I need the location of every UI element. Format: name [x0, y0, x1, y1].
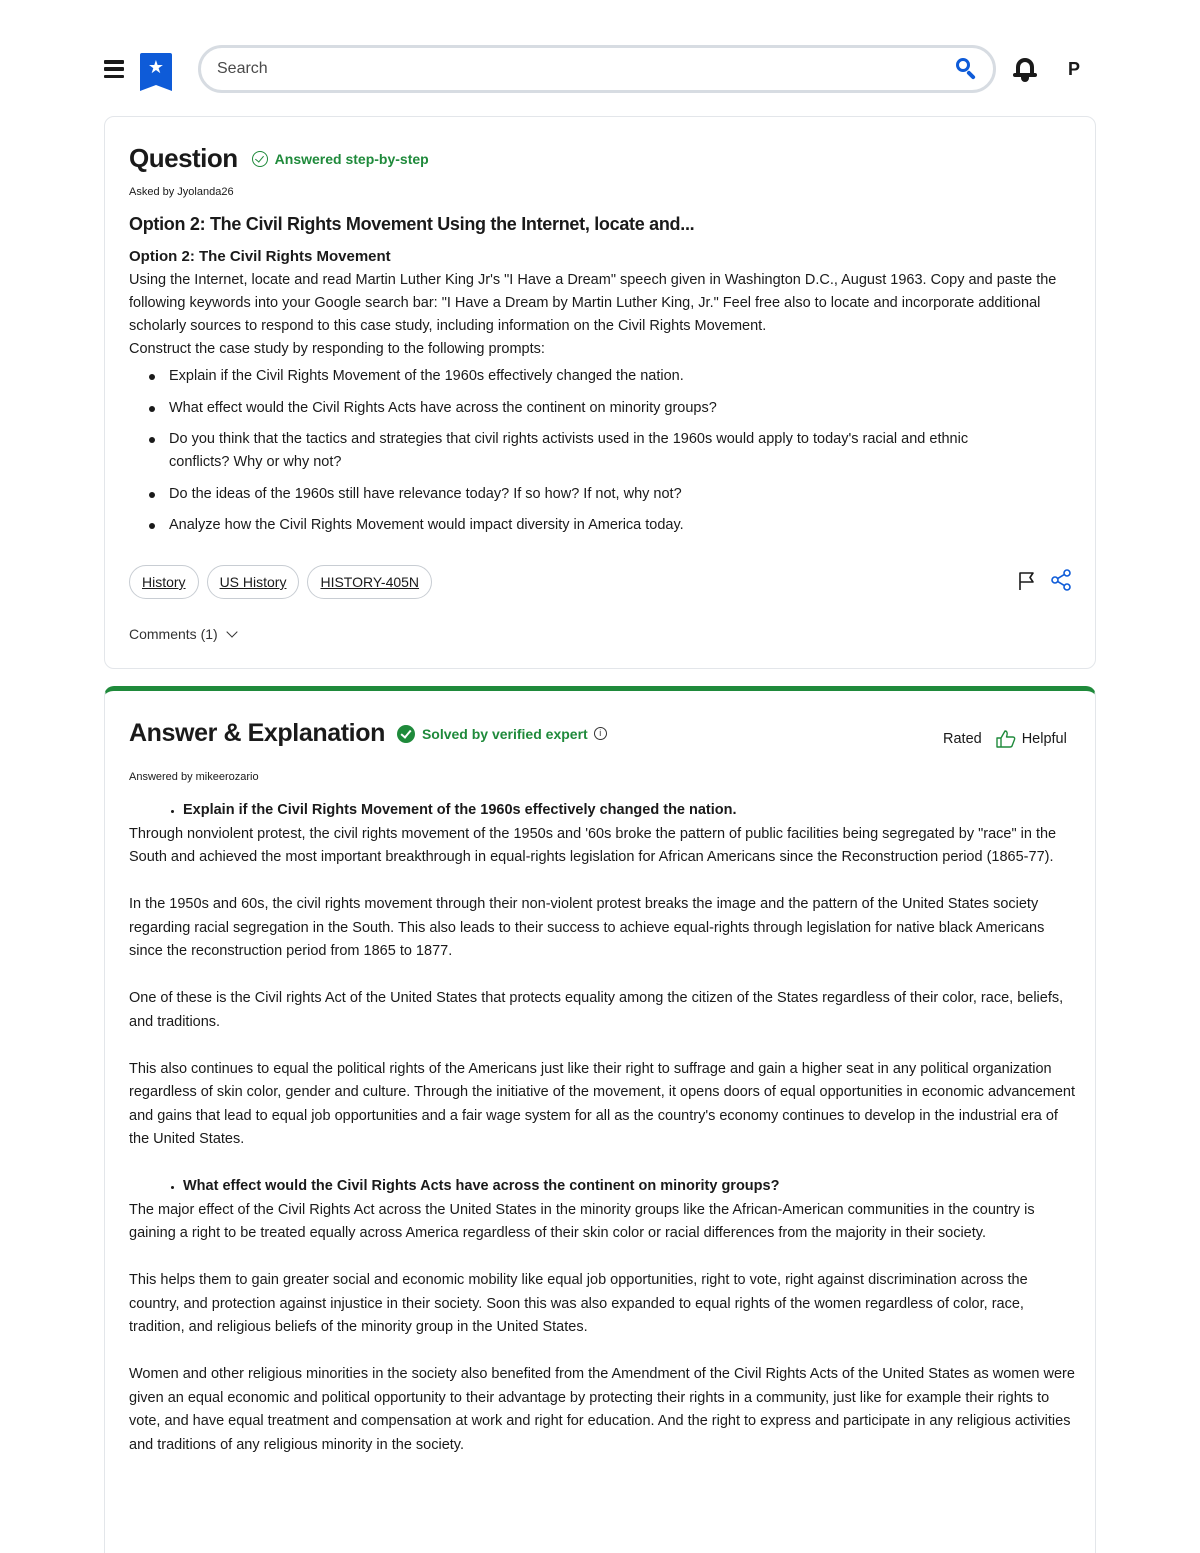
list-item: Do the ideas of the 1960s still have relevance today? If so how? If not, why not? [129, 483, 1029, 506]
answered-by: Answered by mikeerozario [129, 771, 259, 783]
share-icon[interactable] [1051, 569, 1073, 591]
check-circle-icon [252, 151, 268, 167]
logo-icon[interactable]: ★ [140, 53, 172, 85]
search-bar[interactable] [198, 45, 996, 93]
question-body [129, 269, 1079, 361]
answer-paragraph: In the 1950s and 60s, the civil rights movement through their non-violent protest breaks the image and the pattern of the United States society regarding racial segregation in the South. This also leads to their success to achieve equal-rights through legislation for native black Americans since the reconstruction period from 1865 to 1877. [129, 896, 1045, 959]
tag-history[interactable]: History [129, 565, 199, 599]
thumbs-up-icon [996, 730, 1016, 748]
tag-course[interactable]: HISTORY-405N [307, 565, 432, 599]
answer-body [129, 799, 1079, 1481]
answer-paragraph: This helps them to gain greater social and economic mobility like equal job opportunities, right to vote, right against discrimination across the country, and protection against injustice in their society. Soon this was also expanded to equal rights of the women regardless of color, race, tradition, and religious beliefs of the minority group in the United States. [129, 1272, 1028, 1335]
chevron-down-icon [226, 626, 237, 637]
answer-paragraph: This also continues to equal the political rights of the Americans just like their right to suffrage and gain a higher seat in any political organization regardless of skin color, gender and culture. Through the initiative of the movement, it opens doors of equal opportunities in economic advancement and gains that lead to equal job opportunities and a fair wage system for all as the country's economy continues to develop in the industrial era of the United States. [129, 1060, 1076, 1147]
helpful-label: Helpful [1021, 731, 1067, 747]
info-icon[interactable]: i [594, 727, 607, 740]
rated-label: Rated [943, 731, 982, 747]
answer-paragraph: The major effect of the Civil Rights Act across the United States in the minority groups like the African-American communities in the country is gaining a right to be treated equally across America regardless of their skin color or racial differences from the majority in their society. [129, 1201, 1035, 1241]
comments-label: Comments (1) [129, 626, 218, 642]
question-headline: Option 2: The Civil Rights Movement Using the Internet, locate and... [129, 214, 695, 234]
section-heading: What effect would the Civil Rights Acts have across the continent on minority groups? [129, 1175, 1079, 1199]
search-input[interactable] [217, 60, 955, 78]
asked-by: Asked by Jyolanda26 [129, 186, 234, 198]
menu-icon[interactable] [104, 60, 124, 78]
section-heading: Explain if the Civil Rights Movement of the 1960s effectively changed the nation. [129, 799, 1079, 823]
search-icon[interactable] [955, 57, 979, 81]
bell-icon[interactable] [1012, 55, 1038, 83]
list-item: Do you think that the tactics and strategies that civil rights activists used in the 1960s would apply to today's racial and ethnic conflicts? Why or why not? [129, 428, 1029, 474]
top-bar [104, 44, 1094, 94]
verified-status: Solved by verified expert [421, 725, 588, 742]
question-text: Using the Internet, locate and read Martin Luther King Jr's "I Have a Dream" speech given in Washington D.C., August 1963. Copy and paste the following keywords into your Google search bar: "I Have a Dream by Martin Luther King, Jr." Feel free also to locate and incorporate additional scholarly sources to respond to this case study, including information on the Civil Rights Movement. [129, 272, 1057, 334]
question-header [129, 143, 429, 174]
avatar[interactable]: P [1068, 58, 1081, 79]
list-item: Analyze how the Civil Rights Movement would impact diversity in America today. [129, 514, 1029, 537]
tag-list [129, 565, 440, 599]
list-item: Explain if the Civil Rights Movement of the 1960s effectively changed the nation. [129, 365, 1029, 388]
answer-header [129, 719, 607, 748]
answer-paragraph: Women and other religious minorities in the society also benefited from the Amendment of the Civil Rights Acts of the United States as women were given an equal economic and political opportunity to their advantage by protecting their rights in a community, just like for example their rights to vote, and have equal treatment and compensation at work and right for education. And the right to express and participate in any religious activities and traditions of any religious minority in the society. [129, 1366, 1075, 1453]
question-card [104, 116, 1096, 669]
tag-us-history[interactable]: US History [207, 565, 300, 599]
answered-status: Answered step-by-step [274, 150, 429, 167]
answer-card [104, 686, 1096, 1553]
answer-paragraph: Through nonviolent protest, the civil rights movement of the 1950s and '60s broke the pattern of public facilities being segregated by "race" in the South and achieved the most important breakthrough in equal-rights legislation for African Americans since the Reconstruction period (1865-77). [129, 825, 1057, 865]
answer-paragraph: One of these is the Civil rights Act of the United States that protects equality among the citizen of the States regardless of their color, race, beliefs, and traditions. [129, 990, 1064, 1030]
verified-badge-icon [397, 725, 415, 743]
list-item: What effect would the Civil Rights Acts have across the continent on minority groups? [129, 397, 1029, 420]
flag-icon[interactable] [1017, 571, 1037, 591]
comments-toggle[interactable] [129, 626, 236, 642]
answer-title: Answer & Explanation [129, 719, 385, 747]
prompt-list [129, 365, 1029, 546]
question-title: Question [129, 143, 238, 173]
rating [943, 730, 1067, 748]
prompt-intro: Construct the case study by responding to the following prompts: [129, 341, 545, 357]
question-subheading: Option 2: The Civil Rights Movement [129, 248, 391, 265]
